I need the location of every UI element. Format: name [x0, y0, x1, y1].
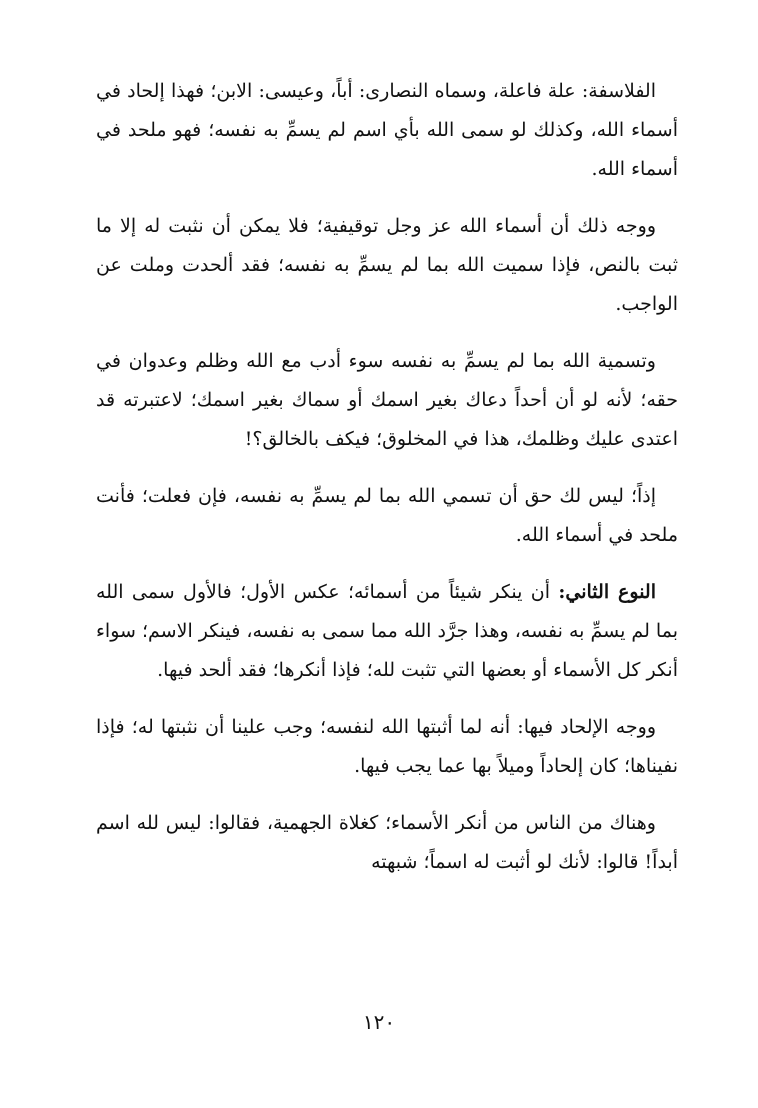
- paragraph-7: وهناك من الناس من أنكر الأسماء؛ كغلاة الجهمية، فقالوا: ليس لله اسم أبداً! قالوا: لأنك لو أثبت له اسماً؛ شبهته: [96, 812, 678, 873]
- paragraph-3: وتسمية الله بما لم يسمِّ به نفسه سوء أدب مع الله وظلم وعدوان في حقه؛ لأنه لو أن أحداً دعاك بغير اسمك أو سماك بغير اسمك؛ لاعتبرته قد اعتدى عليك وظلمك، هذا في المخلوق؛ فيكف بالخالق؟!: [96, 350, 678, 450]
- page-number: ١٢٠: [362, 1010, 396, 1034]
- paragraph-2: ووجه ذلك أن أسماء الله عز وجل توقيفية؛ فلا يمكن أن نثبت له إلا ما ثبت بالنص، فإذا سميت الله بما لم يسمِّ به نفسه؛ فقد ألحدت وملت عن الواجب.: [96, 215, 678, 315]
- paragraph-6: ووجه الإلحاد فيها: أنه لما أثبتها الله لنفسه؛ وجب علينا أن نثبتها له؛ فإذا نفيناها؛ كان إلحاداً وميلاً بها عما يجب فيها.: [96, 716, 678, 777]
- paragraph-5: [96, 573, 678, 690]
- paragraph-4: إذاً؛ ليس لك حق أن تسمي الله بما لم يسمِّ به نفسه، فإن فعلت؛ فأنت ملحد في أسماء الله.: [96, 485, 678, 546]
- page-body: [96, 72, 678, 900]
- section-heading: النوع الثاني:: [558, 581, 656, 603]
- paragraph-1: الفلاسفة: علة فاعلة، وسماه النصارى: أباً، وعيسى: الابن؛ فهذا إلحاد في أسماء الله، وكذلك لو سمى الله بأي اسم لم يسمِّ به نفسه؛ فهو ملحد في أسماء الله.: [96, 80, 678, 180]
- paragraph-5-text: أن ينكر شيئاً من أسمائه؛ عكس الأول؛ فالأول سمى الله بما لم يسمِّ به نفسه، وهذا جرَّد الله مما سمى به نفسه، فينكر الاسم؛ سواء أنكر كل الأسماء أو بعضها التي تثبت لله؛ فإذا أنكرها؛ فقد ألحد فيها.: [96, 581, 678, 681]
